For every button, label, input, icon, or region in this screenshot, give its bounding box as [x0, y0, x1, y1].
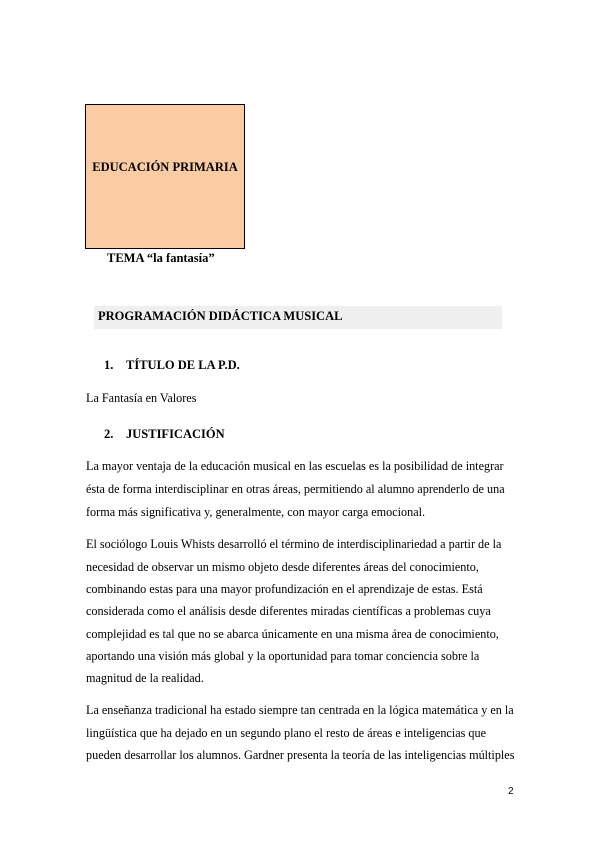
section-title: JUSTIFICACIÓN: [126, 427, 225, 441]
paragraph-line: complejidad es tal que no se abarca únicamente en una misma área de conocimiento,: [86, 627, 499, 641]
page-number: 2: [508, 786, 514, 797]
section-heading-2: [104, 427, 225, 442]
paragraph-line: magnitud de la realidad.: [86, 671, 204, 685]
paragraph-line: aportando una visión más global y la oportunidad para tomar conciencia sobre la: [86, 649, 480, 663]
paragraph-line: La mayor ventaja de la educación musical en las escuelas es la posibilidad de integrar: [86, 459, 504, 473]
section-number: 2.: [104, 427, 114, 441]
paragraph-line: forma más significativa y, generalmente, con mayor carga emocional.: [86, 505, 426, 519]
programacion-title-bar: [94, 306, 502, 329]
paragraph-line: El sociólogo Louis Whists desarrolló el término de interdisciplinariedad a partir de la: [86, 537, 502, 551]
paragraph-line: combinando estas para una mayor profundización en el aprendizaje de estas. Está: [86, 582, 483, 596]
section1-text: La Fantasía en Valores: [86, 391, 197, 405]
cover-box-label: EDUCACIÓN PRIMARIA: [92, 160, 238, 174]
section-title: TÍTULO DE LA P.D.: [126, 358, 240, 372]
paragraph-line: necesidad de observar un mismo objeto desde diferentes áreas del conocimiento,: [86, 560, 479, 574]
paragraph-line: pueden desarrollar los alumnos. Gardner presenta la teoría de las inteligencias múltiples: [86, 748, 515, 762]
section-number: 1.: [104, 358, 114, 372]
cover-box: [85, 104, 245, 249]
paragraph-line: considerada como el análisis desde diferentes miradas científicas a problemas cuya: [86, 604, 491, 618]
tema-title: TEMA “la fantasía”: [107, 251, 215, 265]
paragraph-line: La enseñanza tradicional ha estado siempre tan centrada en la lógica matemática y en la: [86, 703, 514, 717]
paragraph-line: ésta de forma interdisciplinar en otras áreas, permitiendo al alumno aprenderlo de una: [86, 482, 505, 496]
paragraph-line: lingüística que ha dejado en un segundo plano el resto de áreas e inteligencias que: [86, 726, 487, 740]
section-heading-1: [104, 358, 240, 373]
programacion-title: PROGRAMACIÓN DIDÁCTICA MUSICAL: [98, 309, 343, 323]
